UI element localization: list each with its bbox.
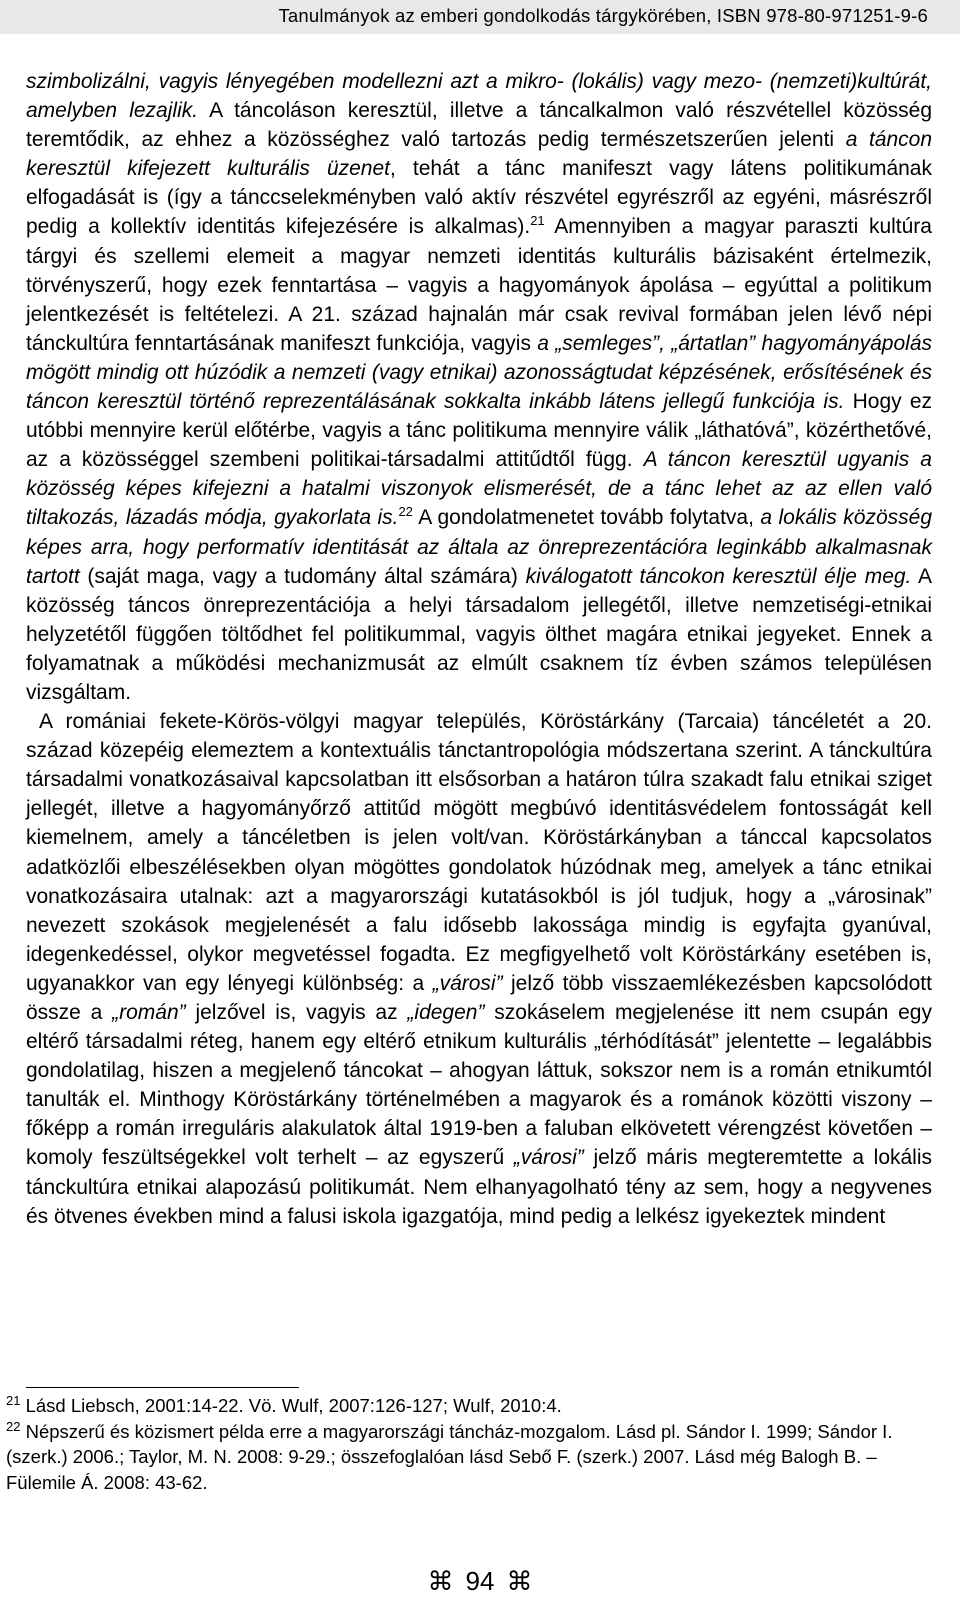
- p2-s3: jelző több visszaemlékezésben kapcsolódott össze a: [26, 971, 932, 1024]
- p2-s1: A romániai fekete-Körös-völgyi magyar település, Köröstárkány (Tarcaia) táncéletét a 20. század közepéig elemeztem a kontextuális tánctantropológia módszertana szerint. A tánckultúra társadalmi vonatkozásaival kapcsolatban itt elsősorban a határon túlra szakadt falu etnikai sziget jellegét, illetve a hagyományőrző attitűd mögött megbúvó identitásvédelem fontosságát kell kiemelnem, amely a táncéletben is jelen volt/van. Köröstárkányban a tánccal kapcsolatos adatközlői elbeszélésekben olyan mögöttes gondolatok húzódnak meg, amelyek a tánc etnikai vonatkozásaira utalnak: azt a magyarországi kutatásokból is jól tudjuk, hogy a „városinak” nevezett szokások megjelenését a falu idősebb lakossága mindig is egyfajta gyanúval, idegenkedéssel, olykor megvetéssel fogadta. Ez megfigyelhető volt Köröstárkány esetében is, ugyanakkor van egy lényegi különbség: a: [26, 710, 932, 995]
- footnote-ref-21[interactable]: 21: [530, 213, 545, 229]
- command-key-icon: ⌘: [506, 1566, 533, 1596]
- footnote-separator: [26, 1387, 299, 1388]
- p1-s5: Amennyiben a magyar paraszti kultúra tárgyi és szellemi elemeit a magyar nemzeti identitás kulturális bázisaként értelmezik, törvényszerű, hogy ezek fenntartása – vagyis a hagyományok ápolása – egyúttal a politikum jelentkezését is feltételezi. A 21. század hajnalán már csak revival formában jelen lévő népi tánckultúra fenntartásának manifeszt funkciója, vagyis: [26, 215, 932, 355]
- page-number: 94: [465, 1566, 495, 1596]
- p2-s7: szokáselem megjelenése itt nem csupán egy eltérő társadalmi réteg, hanem egy eltérő etnikum kulturális „térhódítását” jelentette – legalábbis gondolatilag, hiszen a megjelenő táncokat – ahogyan láttuk, sokszor nem is a román etnikumtól tanulták el. Minthogy Köröstárkány történelmében a magyarok és a románok közötti viszony – főképp a román irreguláris alakulatok által 1919-ben a faluban elkövetett vérengzést követően – komoly feszültségekkel volt terhelt – az egyszerű: [26, 1001, 932, 1170]
- p2-s8: „városi”: [513, 1146, 584, 1170]
- paragraph-1: [26, 67, 932, 707]
- p1-s1: szimbolizálni, vagyis lényegében modellezni azt a mikro- (lokális) vagy mezo- (nemzeti)kultúrát, amelyben lezajlik.: [26, 70, 932, 123]
- footnote-22: [6, 1419, 932, 1496]
- p1-s3: a táncon keresztül kifejezett kulturális üzenet: [26, 128, 932, 181]
- p1-s10: a lokális közösség képes arra, hogy performatív identitását az általa az önreprezentációra leginkább alkalmasnak tartott: [26, 506, 933, 588]
- p1-s4: , tehát a tánc manifeszt vagy látens politikumának elfogadását is (így a tánccselekményben való aktív részvétel egyrészről az egyéni, másrészről pedig a kollektív identitás kifejezésére is alkalmas).: [26, 157, 932, 239]
- p1-s2: A táncoláson keresztül, illetve a táncalkalmon való részvétellel közösség teremtődik, az ehhez a közösséghez való tartozás pedig természetszerűen jelenti: [26, 99, 932, 152]
- p1-s7: Hogy ez utóbbi mennyire kerül előtérbe, vagyis a tánc politikuma mennyire válik „láthatóvá”, közérthetővé, az a közösséggel szembeni politikai-társadalmi attitűdtől függ.: [26, 390, 933, 472]
- footnote-number: 21: [6, 1392, 21, 1408]
- footnote-ref-22[interactable]: 22: [398, 504, 413, 520]
- footnote-21: [6, 1393, 932, 1419]
- footnote-text: Népszerű és közismert példa erre a magyarországi táncház-mozgalom. Lásd pl. Sándor I. 1999; Sándor I. (szerk.) 2006.; Taylor, M. N. 2008: 9-29.; összefoglalóan lásd Sebő F. (szerk.) 2007. Lásd még Balogh B. – Fülemile Á. 2008: 43-62.: [6, 1420, 893, 1493]
- paragraph-2: [26, 707, 932, 1231]
- running-header: [0, 0, 960, 34]
- p2-s9: jelző máris megteremtette a lokális tánckultúra etnikai alapozású politikumát. Nem elhanyagolható tény az sem, hogy a negyvenes és ötvenes években mind a falusi iskola igazgatója, mind pedig a lelkész igyekeztek mindent: [26, 1146, 933, 1228]
- p1-s6: a „semleges”, „ártatlan” hagyományápolás mögött mindig ott húzódik a nemzeti (vagy etnikai) azonosságtudat képzésének, erősítésének és táncon keresztül történő reprezentálásának sokkalta inkább látens jellegű funkciója is.: [26, 331, 932, 414]
- footnote-number: 22: [6, 1418, 21, 1434]
- footnotes: [6, 1393, 932, 1495]
- p2-s5: jelzővel is, vagyis az: [185, 1001, 408, 1024]
- p1-s8: A táncon keresztül ugyanis a közösség képes kifejezni a hatalmi viszonyok elismerését, de a tánc lehet az az ellen való tiltakozás, lázadás módja, gyakorlata is.: [26, 448, 932, 530]
- running-title: Tanulmányok az emberi gondolkodás tárgykörében, ISBN 978-80-971251-9-6: [278, 5, 928, 26]
- page-footer: [0, 1566, 960, 1597]
- main-text: [26, 67, 932, 1231]
- p1-s13: A közösség táncos önreprezentációja a helyi társadalom jellegétől, illetve nemzetiségi-etnikai helyzetétől függően töltődhet fel politikummal, vagyis ölthet magára etnikai jegyeket. Ennek a folyamatnak a működési mechanizmusát az elmúlt csaknem tíz évben számos településen vizsgáltam.: [26, 564, 932, 704]
- p1-s12: kiválogatott táncokon keresztül élje meg.: [525, 564, 912, 588]
- footnote-text: Lásd Liebsch, 2001:14-22. Vö. Wulf, 2007:126-127; Wulf, 2010:4.: [20, 1395, 562, 1416]
- command-key-icon: ⌘: [427, 1566, 454, 1596]
- p2-s2: „városi”: [432, 971, 503, 995]
- p1-s11: (saját maga, vagy a tudomány által számára): [79, 564, 526, 588]
- p2-s6: „idegen”: [407, 1001, 485, 1024]
- p1-s9: A gondolatmenetet tovább folytatva,: [412, 506, 761, 530]
- p2-s4: „román”: [112, 1001, 186, 1024]
